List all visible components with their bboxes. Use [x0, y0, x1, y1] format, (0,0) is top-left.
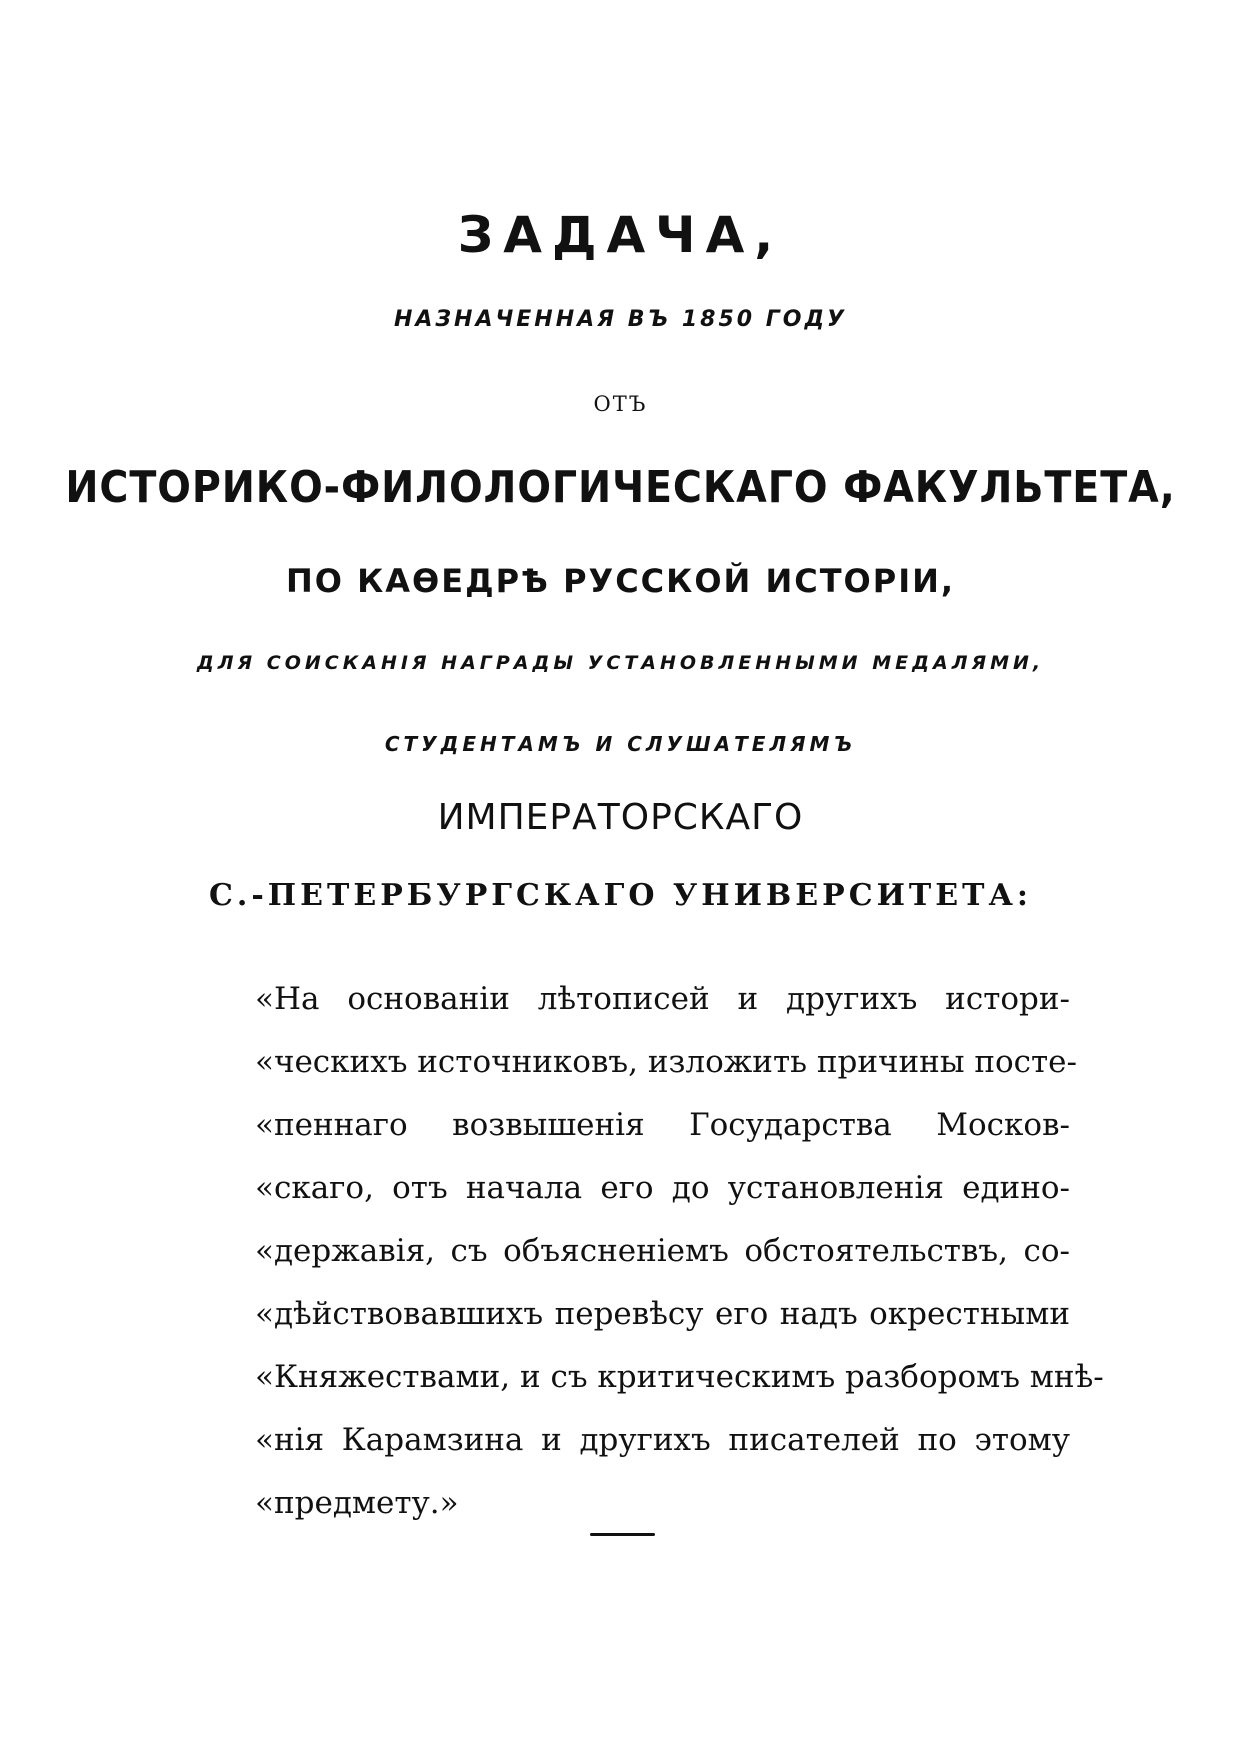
university-line: С.-ПЕТЕРБУРГСКАГО УНИВЕРСИТЕТА: — [209, 878, 1032, 913]
quote-line: «нія Карамзина и другихъ писателей по этому — [255, 1422, 1070, 1458]
students-line: СТУДЕНТАМЪ И СЛУШАТЕЛЯМЪ — [384, 732, 857, 756]
task-quote — [255, 978, 1104, 1545]
quote-line: «дѣйствовавшихъ перевѣсу его надъ окрестными — [255, 1296, 1070, 1332]
faculty-heading: ИСТОРИКО-ФИЛОЛОГИЧЕСКАГО ФАКУЛЬТЕТА, — [65, 462, 1176, 513]
from-line: ОТЪ — [593, 392, 648, 416]
closing-rule — [590, 1533, 655, 1536]
assigned-year-line: НАЗНАЧЕННАЯ ВЪ 1850 ГОДУ — [393, 307, 848, 332]
quote-line: «Княжествами, и съ критическимъ разборомъ мнѣ- — [255, 1359, 1104, 1395]
imperial-line: ИМПЕРАТОРСКАГО — [437, 797, 804, 838]
chair-heading: ПО КАѲЕДРѢ РУССКОЙ ИСТОРІИ, — [285, 562, 956, 600]
award-line: ДЛЯ СОИСКАНІЯ НАГРАДЫ УСТАНОВЛЕННЫМИ МЕДАЛЯМИ, — [196, 652, 1045, 674]
quote-line: «На основаніи лѣтописей и другихъ истори- — [255, 981, 1070, 1017]
quote-line: «державія, съ объясненіемъ обстоятельствъ, со- — [255, 1233, 1070, 1269]
quote-line: «предмету.» — [255, 1485, 459, 1521]
quote-line: «ческихъ источниковъ, изложить причины посте- — [255, 1044, 1077, 1080]
quote-line: «скаго, отъ начала его до установленія едино- — [255, 1170, 1070, 1206]
quote-line: «пеннаго возвышенія Государства Москов- — [255, 1107, 1070, 1143]
page-title: ЗАДАЧА, — [457, 206, 784, 264]
